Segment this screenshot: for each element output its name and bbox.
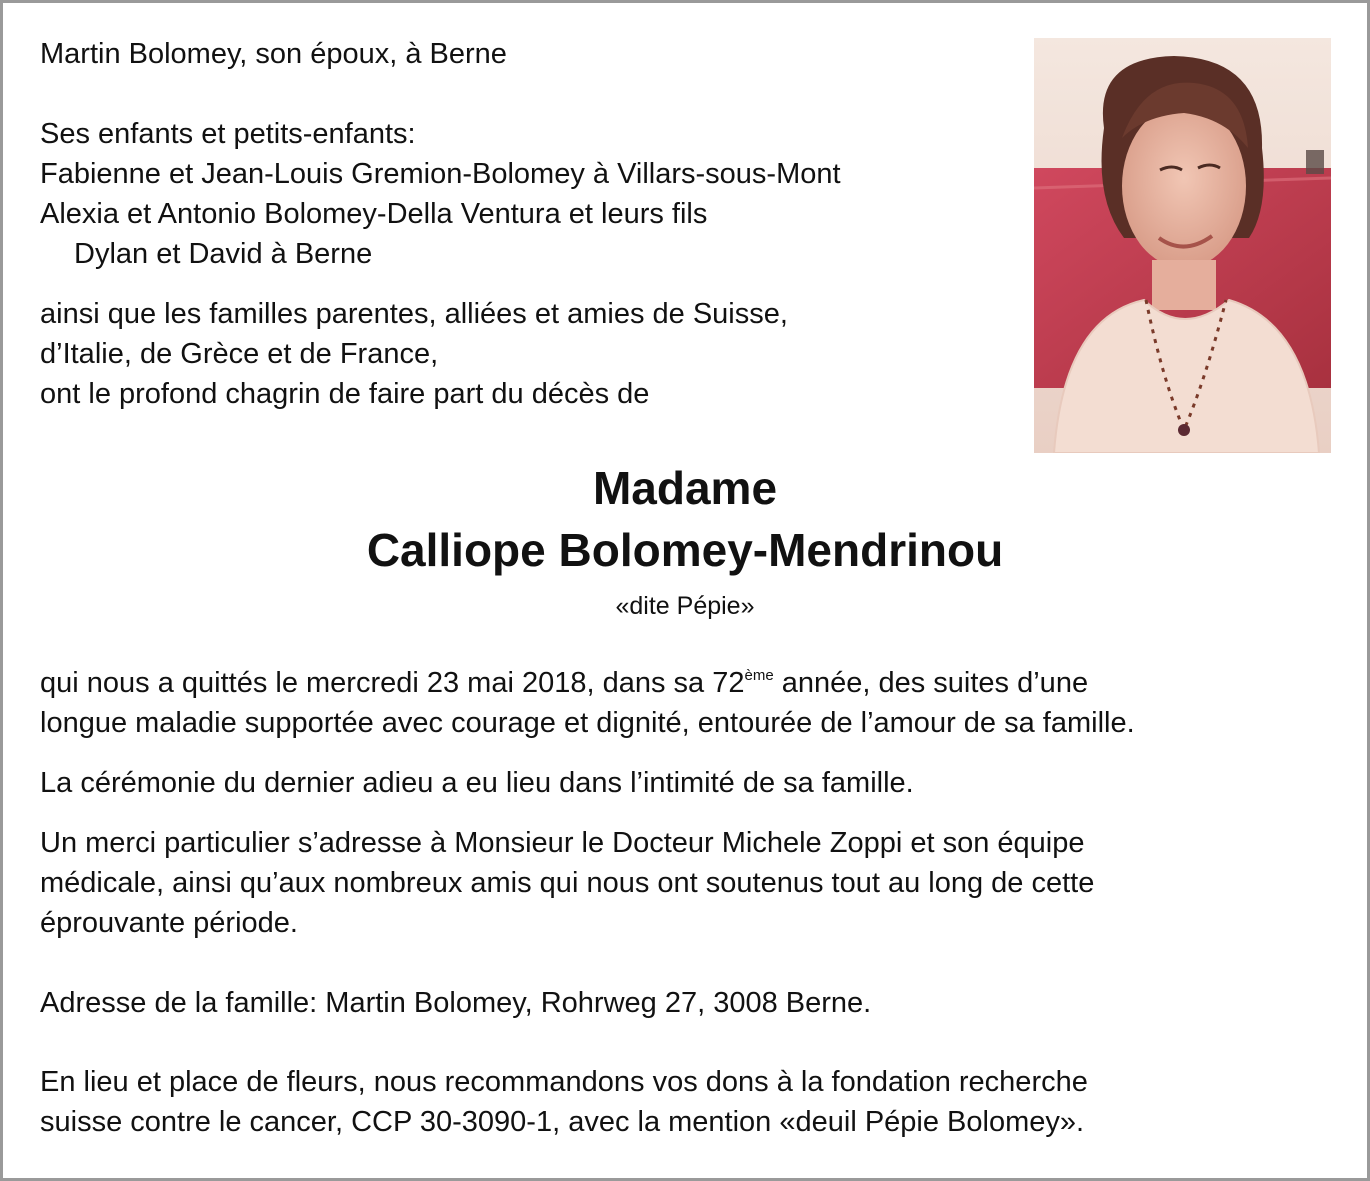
deceased-nickname: «dite Pépie»	[615, 592, 755, 620]
passing-text: qui nous a quittés le mercredi 23 mai 2018, dans sa 72	[40, 667, 745, 699]
deceased-honorific: Madame	[592, 462, 778, 514]
announcement-line: ont le profond chagrin de faire part du décès de	[40, 378, 650, 410]
ordinal-suffix: ème	[744, 667, 774, 684]
thanks-line: médicale, ainsi qu’aux nombreux amis qui nous ont soutenus tout au long de cette	[40, 867, 1095, 899]
children-line: Fabienne et Jean-Louis Gremion-Bolomey à Villars-sous-Mont	[40, 158, 841, 190]
ceremony-line: La cérémonie du dernier adieu a eu lieu dans l’intimité de sa famille.	[40, 767, 914, 799]
deceased-name: Calliope Bolomey-Mendrinou	[366, 524, 1004, 576]
portrait-photo	[1034, 38, 1331, 453]
thanks-line: éprouvante période.	[40, 907, 298, 939]
children-heading: Ses enfants et petits-enfants:	[40, 118, 416, 150]
passing-line	[40, 663, 1088, 703]
grandchildren-line: Dylan et David à Berne	[74, 238, 373, 270]
donation-line: En lieu et place de fleurs, nous recommandons vos dons à la fondation recherche	[40, 1066, 1088, 1098]
spouse-line: Martin Bolomey, son époux, à Berne	[40, 38, 507, 70]
relatives-line: d’Italie, de Grèce et de France,	[40, 338, 439, 370]
family-address: Adresse de la famille: Martin Bolomey, Rohrweg 27, 3008 Berne.	[40, 987, 872, 1019]
passing-text-continued: année, des suites d’une	[773, 667, 1089, 699]
thanks-line: Un merci particulier s’adresse à Monsieur le Docteur Michele Zoppi et son équipe	[40, 827, 1085, 859]
relatives-line: ainsi que les familles parentes, alliées et amies de Suisse,	[40, 298, 788, 330]
children-line: Alexia et Antonio Bolomey-Della Ventura et leurs fils	[40, 198, 708, 230]
donation-line: suisse contre le cancer, CCP 30-3090-1, avec la mention «deuil Pépie Bolomey».	[40, 1106, 1085, 1138]
passing-line: longue maladie supportée avec courage et dignité, entourée de l’amour de sa famille.	[40, 707, 1135, 739]
